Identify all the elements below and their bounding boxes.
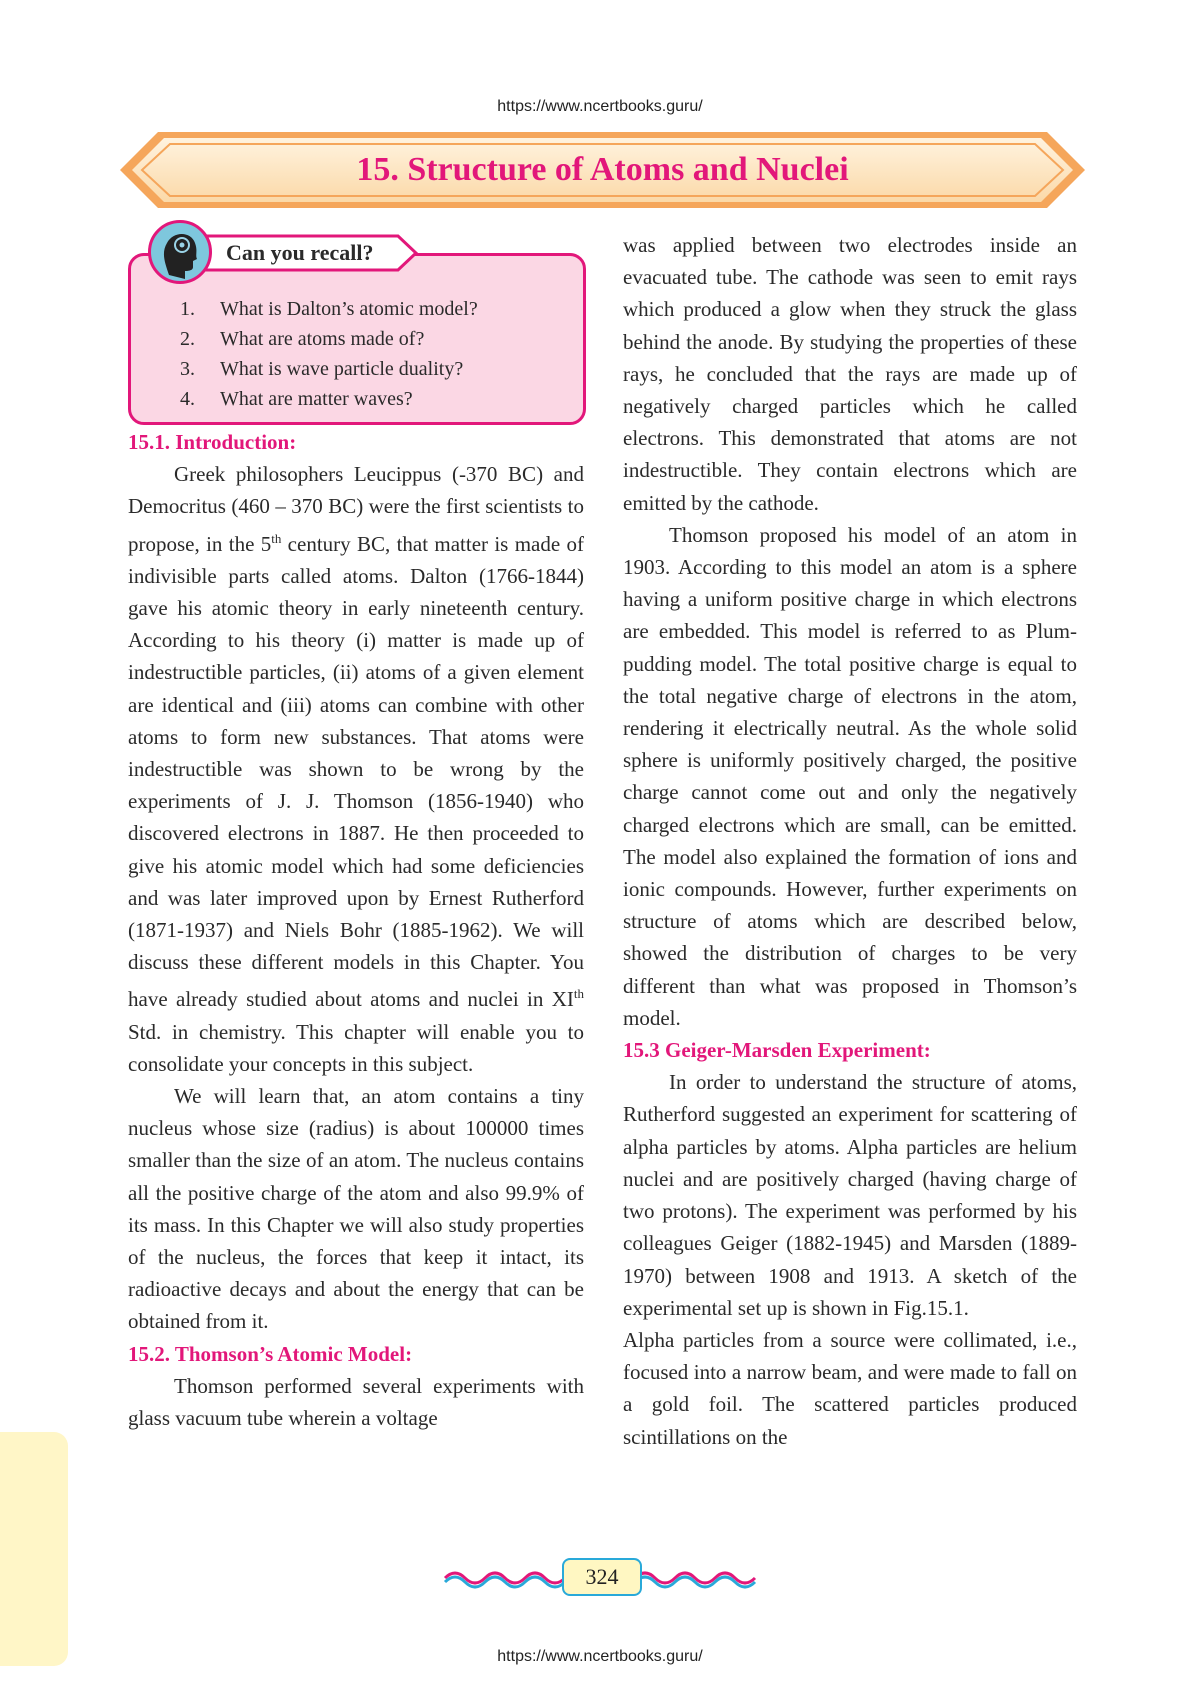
list-text: What are matter waves? (220, 388, 413, 410)
list-number: 4. (180, 388, 195, 410)
list-number: 3. (180, 358, 195, 380)
section-heading-geiger-marsden: 15.3 Geiger-Marsden Experiment: (623, 1038, 931, 1063)
thomson-paragraph-2: was applied between two electrodes inside an evacuated tube. The cathode was seen to emit rays which produced a glow when they struck the glass behind the anode. By studying the properties of these rays, he concluded that the rays are made up of negatively charged particles which he called electrons. This demonstrated that atoms are not indestructible. They contain electrons which are emitted by the cathode. (623, 233, 1077, 515)
chapter-banner (120, 130, 1085, 210)
list-item (180, 324, 580, 354)
superscript: th (271, 530, 282, 546)
list-number: 1. (180, 298, 195, 320)
section-heading-thomson: 15.2. Thomson’s Atomic Model: (128, 1341, 413, 1366)
text-run: Std. in chemistry. This chapter will enable you to consolidate your concepts in this subject. (128, 1019, 584, 1076)
intro-paragraph-2: We will learn that, an atom contains a tiny nucleus whose size (radius) is about 100000 times smaller than the size of an atom. The nucleus contains all the positive charge of the atom and also 99.9% of its mass. In this Chapter we will also study properties of the nucleus, the forces that keep it intact, its radioactive decays and about the energy that can be obtained from it. (128, 1084, 584, 1334)
header-url[interactable]: https://www.ncertbooks.guru/ (497, 98, 703, 115)
text-run: century BC, that matter is made of indivisible parts called atoms. Dalton (1766-1844) gave his atomic theory in early nineteenth century. According to his theory (i) matter is made up of indestructible particles, (ii) atoms of a given element are identical and (iii) atoms can combine with other atoms to form new substances. That atoms were indestructible was shown to be wrong by the experiments of J. J. Thomson (1856-1940) who discovered electrons in 1887. He then proceeded to give his atomic model which had some deficiencies and was later improved upon by Ernest Rutherford (1871-1937) and Niels Bohr (1885-1962). We will discuss these different models in this Chapter. You have already studied about atoms and nuclei in XI (128, 531, 584, 1012)
thinking-head-icon (148, 220, 212, 284)
superscript: th (573, 986, 584, 1002)
left-column (128, 426, 584, 1434)
right-column (623, 229, 1077, 1453)
footer-url[interactable]: https://www.ncertbooks.guru/ (497, 1648, 703, 1665)
text-run: Greek philosophers Leucippus (-370 BC) and Democritus (460 – 370 BC) were the first scientists to propose, in the 5 (128, 462, 584, 556)
geiger-paragraph-2: Alpha particles from a source were collimated, i.e., focused into a narrow beam, and were made to fall on a gold foil. The scattered particles produced scintillations on the (623, 1327, 1077, 1449)
section-heading-introduction: 15.1. Introduction: (128, 430, 297, 454)
geiger-paragraph-1: In order to understand the structure of atoms, Rutherford suggested an experiment for scattering of alpha particles by atoms. Alpha particles are helium nuclei and are positively charged (having charge of two protons). The experiment was performed by his colleagues Geiger (1882-1945) and Marsden (1889-1970) between 1908 and 1913. A sketch of the experimental set up is shown in Fig.15.1. (623, 1070, 1077, 1320)
recall-list (180, 294, 580, 414)
intro-paragraph-1 (128, 458, 584, 1080)
list-text: What is Dalton’s atomic model? (220, 298, 478, 320)
recall-title: Can you recall? (226, 240, 374, 265)
list-item (180, 384, 580, 414)
chapter-title: 15. Structure of Atoms and Nuclei (356, 151, 849, 188)
list-item (180, 354, 580, 384)
page-number: 324 (562, 1558, 642, 1596)
side-tab-decoration (0, 1432, 68, 1666)
list-item (180, 294, 580, 324)
thomson-paragraph-1: Thomson performed several experiments with glass vacuum tube wherein a voltage (128, 1373, 584, 1431)
list-text: What is wave particle duality? (220, 358, 464, 380)
thomson-model-paragraph: Thomson proposed his model of an atom in 1903. According to this model an atom is a sphere having a uniform positive charge in which electrons are embedded. This model is referred to as Plum-pudding model. The total positive charge is equal to the total negative charge of electrons in the atom, rendering it electrically neutral. As the whole solid sphere is uniformly positively charged, the positive charge cannot come out and only the negatively charged electrons which are small, can be emitted. The model also explained the formation of ions and ionic compounds. However, further experiments on structure of atoms which are described below, showed the distribution of charges to be very different than what was proposed in Thomson’s model. (623, 522, 1077, 1030)
list-number: 2. (180, 328, 195, 350)
list-text: What are atoms made of? (220, 328, 425, 350)
